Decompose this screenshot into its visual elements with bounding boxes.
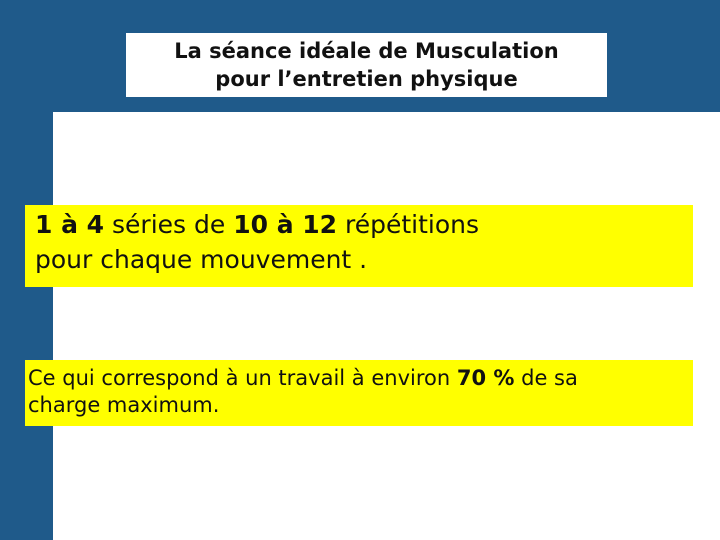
- series-text: séries de: [104, 210, 234, 239]
- workload-text: Ce qui correspond à un travail à environ: [28, 366, 457, 390]
- repetition-text: répétitions: [337, 210, 480, 239]
- title-line-2: pour l’entretien physique: [215, 67, 518, 91]
- workload-text-end: de sa: [514, 366, 578, 390]
- repetition-count: 10 à 12: [233, 210, 338, 239]
- max-load-box: [25, 360, 693, 426]
- workload-percent: 70 %: [456, 366, 515, 390]
- workload-line: [28, 365, 693, 392]
- max-charge-line: charge maximum.: [28, 393, 220, 417]
- series-count: 1 à 4: [35, 210, 105, 239]
- series-repetitions-box: [25, 205, 693, 287]
- movement-line: pour chaque mouvement .: [35, 245, 368, 274]
- slide-title: [126, 33, 607, 97]
- title-line-1: La séance idéale de Musculation: [174, 39, 559, 63]
- series-line: [35, 207, 693, 242]
